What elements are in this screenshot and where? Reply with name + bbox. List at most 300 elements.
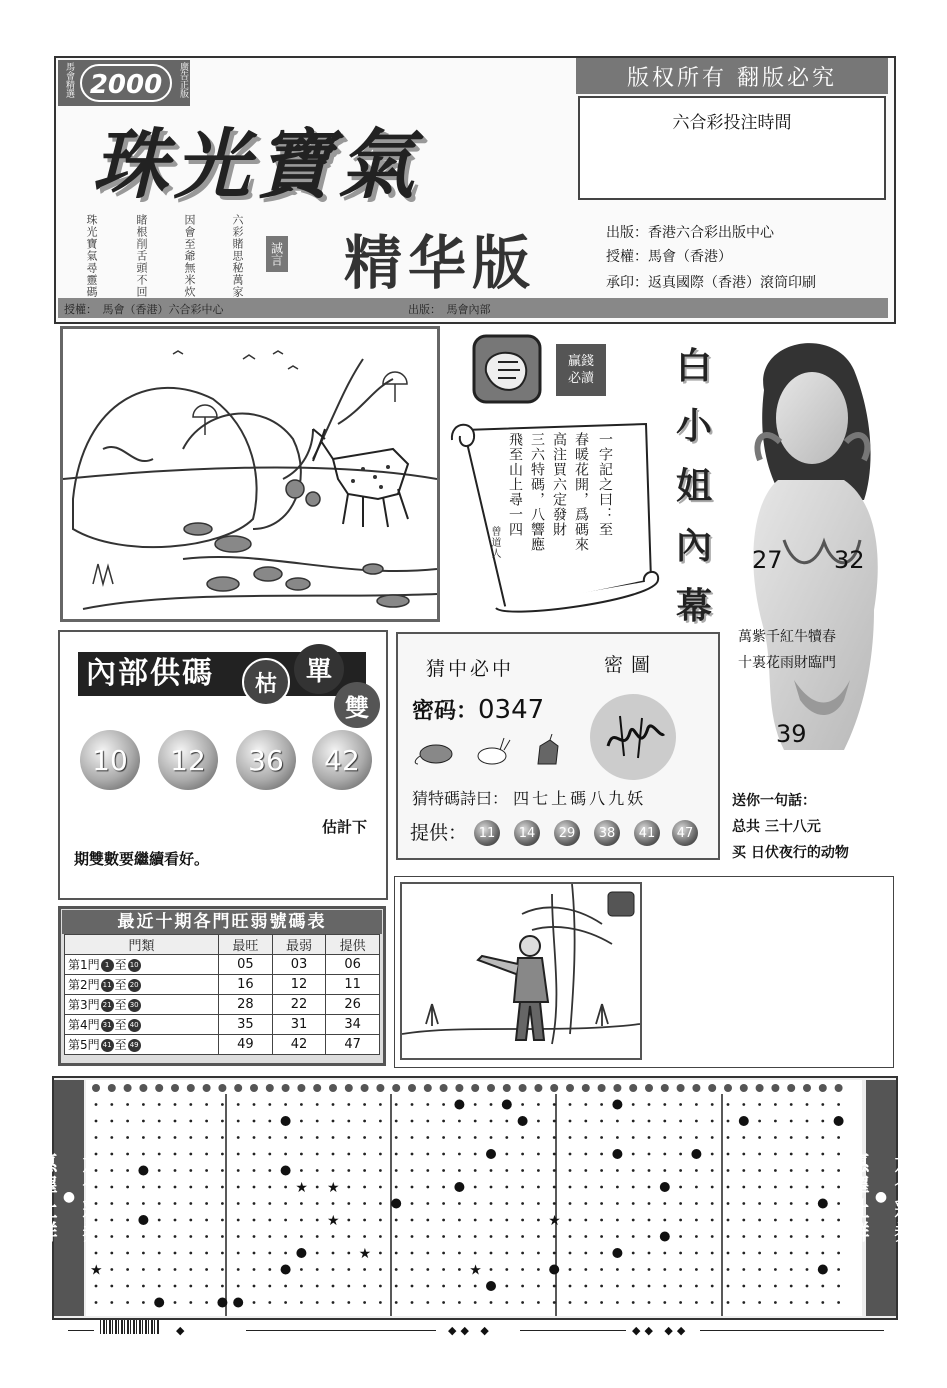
grid-dot	[442, 1120, 445, 1123]
grid-dot	[426, 1268, 429, 1271]
grid-dot	[205, 1169, 208, 1172]
grid-dot	[363, 1285, 366, 1288]
grid-dot	[505, 1252, 508, 1255]
grid-dot	[442, 1252, 445, 1255]
grid-dot	[490, 1268, 493, 1271]
grid-dot	[774, 1136, 777, 1139]
grid-dot	[521, 1202, 524, 1205]
grid-dot	[474, 1301, 477, 1304]
grid-dot	[569, 1219, 572, 1222]
grid-dot	[205, 1202, 208, 1205]
grid-dot	[300, 1103, 303, 1106]
miss-number-a: 27	[752, 546, 783, 574]
grid-dot	[711, 1285, 714, 1288]
grid-dot	[821, 1301, 824, 1304]
grid-dot	[742, 1153, 745, 1156]
grid-dot	[110, 1268, 113, 1271]
grid-star-icon: ★	[548, 1213, 561, 1229]
grid-dot	[442, 1103, 445, 1106]
grid-dot	[110, 1120, 113, 1123]
grid-dot	[600, 1186, 603, 1189]
grid-dot	[837, 1285, 840, 1288]
grid-dot	[505, 1268, 508, 1271]
grid-dot	[426, 1235, 429, 1238]
footer-line-right	[700, 1330, 884, 1331]
grid-header-dot	[139, 1084, 147, 1092]
grid-header-dot	[661, 1084, 669, 1092]
grid-dot	[332, 1285, 335, 1288]
grid-dot	[347, 1103, 350, 1106]
grid-dot	[221, 1169, 224, 1172]
table-row: 第1門 1 至 10 05 03 06	[65, 955, 380, 975]
grid-dot	[584, 1301, 587, 1304]
grid-dot	[505, 1285, 508, 1288]
grid-dot	[711, 1235, 714, 1238]
grid-dot	[332, 1252, 335, 1255]
grid-dot	[616, 1285, 619, 1288]
grid-dot	[663, 1136, 666, 1139]
grid-dot	[458, 1285, 461, 1288]
grid-dot	[142, 1136, 145, 1139]
grid-dot	[411, 1252, 414, 1255]
grid-dot	[347, 1136, 350, 1139]
grid-dot	[426, 1301, 429, 1304]
grid-dot	[584, 1136, 587, 1139]
grid-dot	[537, 1268, 540, 1271]
guess-poem: 猜特碼詩曰： 四七上碼八九妖	[412, 789, 647, 808]
grid-dot	[505, 1202, 508, 1205]
grid-dot	[806, 1169, 809, 1172]
grid-header-dot	[819, 1084, 827, 1092]
grid-dot	[711, 1252, 714, 1255]
grid-dot	[632, 1235, 635, 1238]
say-label: 送你一句話：	[732, 793, 816, 809]
grid-dot	[600, 1202, 603, 1205]
grid-dot	[253, 1103, 256, 1106]
grid-header-dot	[408, 1084, 416, 1092]
grid-star-icon: ★	[327, 1213, 340, 1229]
logo-right-text: 廣告正版	[178, 62, 188, 98]
grid-dot	[458, 1252, 461, 1255]
grid-dot	[316, 1169, 319, 1172]
grid-dot	[505, 1186, 508, 1189]
provide-ball-5: 41	[634, 820, 660, 846]
diamond-group-icon: ◆◆ ◆	[448, 1324, 493, 1337]
scroll-author: 曾道人	[489, 526, 500, 559]
grid-dot	[300, 1120, 303, 1123]
grid-dot	[268, 1219, 271, 1222]
grid-dot	[126, 1153, 129, 1156]
grid-dot	[395, 1235, 398, 1238]
grid-dot	[537, 1235, 540, 1238]
grid-dot	[553, 1103, 556, 1106]
publish-row-1: 出版：香港六合彩出版中心	[606, 225, 774, 241]
grid-header-dot	[771, 1084, 779, 1092]
grid-dot	[537, 1136, 540, 1139]
grid-dot	[189, 1120, 192, 1123]
grid-big-dot	[691, 1149, 701, 1159]
grid-dot	[790, 1169, 793, 1172]
grid-dot	[174, 1169, 177, 1172]
grid-dot	[600, 1219, 603, 1222]
grid-dot	[158, 1153, 161, 1156]
grid-dot	[110, 1301, 113, 1304]
grid-dot	[174, 1202, 177, 1205]
grid-dot	[268, 1268, 271, 1271]
ticket-grid	[86, 1080, 862, 1316]
grid-dot	[142, 1235, 145, 1238]
grid-dot	[569, 1169, 572, 1172]
grid-dot	[268, 1103, 271, 1106]
grid-dot	[253, 1268, 256, 1271]
grid-big-dot	[612, 1149, 622, 1159]
grid-dot	[300, 1219, 303, 1222]
grid-dot	[189, 1301, 192, 1304]
grid-dot	[711, 1219, 714, 1222]
provide-ball-3: 29	[554, 820, 580, 846]
grid-dot	[221, 1219, 224, 1222]
grid-dot	[727, 1219, 730, 1222]
grid-star-icon: ★	[358, 1246, 372, 1262]
grid-dot	[663, 1202, 666, 1205]
grid-dot	[727, 1120, 730, 1123]
grid-dot	[584, 1103, 587, 1106]
grid-dot	[711, 1120, 714, 1123]
grid-dot	[284, 1103, 287, 1106]
grid-dot	[411, 1169, 414, 1172]
code-ball-4: 42	[312, 730, 372, 790]
grid-dot	[742, 1103, 745, 1106]
publish-row-3: 承印：返真國際（香港）滾筒印刷	[606, 275, 816, 291]
grid-dot	[521, 1186, 524, 1189]
grid-dot	[569, 1301, 572, 1304]
grid-dot	[237, 1120, 240, 1123]
grid-dot	[363, 1235, 366, 1238]
grid-dot	[742, 1219, 745, 1222]
grid-dot	[300, 1301, 303, 1304]
grid-dot	[490, 1136, 493, 1139]
grid-dot	[474, 1120, 477, 1123]
grid-dot	[474, 1153, 477, 1156]
grid-dot	[774, 1301, 777, 1304]
grid-dot	[474, 1186, 477, 1189]
grid-big-dot	[518, 1116, 528, 1126]
grid-dot	[821, 1285, 824, 1288]
grid-dot	[742, 1169, 745, 1172]
grid-big-dot	[233, 1298, 243, 1308]
grid-dot	[205, 1219, 208, 1222]
grid-dot	[648, 1285, 651, 1288]
grid-dot	[316, 1186, 319, 1189]
grid-dot	[237, 1153, 240, 1156]
grid-dot	[237, 1103, 240, 1106]
grid-dot	[268, 1169, 271, 1172]
scroll-col-3: 高注買六定發財	[551, 432, 567, 537]
grid-dot	[537, 1202, 540, 1205]
motto-tag: 誠言	[266, 236, 288, 272]
grid-dot	[110, 1202, 113, 1205]
grid-dot	[126, 1136, 129, 1139]
grid-dot	[569, 1153, 572, 1156]
miss-vertical-title: 白 小 姐 內 幕	[675, 345, 712, 627]
grid-dot	[632, 1252, 635, 1255]
grid-big-dot	[296, 1248, 306, 1258]
grid-dot	[679, 1252, 682, 1255]
grid-dot	[110, 1169, 113, 1172]
grid-dot	[458, 1202, 461, 1205]
grid-dot	[695, 1103, 698, 1106]
grid-dot	[363, 1301, 366, 1304]
grid-big-dot	[502, 1100, 512, 1110]
grid-dot	[253, 1153, 256, 1156]
grid-dot	[648, 1136, 651, 1139]
grid-dot	[679, 1103, 682, 1106]
grid-dot	[616, 1120, 619, 1123]
grid-dot	[774, 1103, 777, 1106]
grid-dot	[584, 1219, 587, 1222]
grid-dot	[411, 1219, 414, 1222]
grid-big-dot	[486, 1149, 496, 1159]
grid-dot	[126, 1186, 129, 1189]
grid-header-dot	[108, 1084, 116, 1092]
grid-dot	[695, 1169, 698, 1172]
grid-dot	[347, 1120, 350, 1123]
grid-dot	[347, 1285, 350, 1288]
grid-dot	[537, 1103, 540, 1106]
provide-ball-4: 38	[594, 820, 620, 846]
grid-dot	[158, 1268, 161, 1271]
header-footer-strip	[58, 298, 888, 318]
grid-dot	[711, 1103, 714, 1106]
grid-dot	[237, 1219, 240, 1222]
scroll-col-1: 一字記之曰：至	[597, 432, 613, 537]
grid-dot	[806, 1268, 809, 1271]
grid-dot	[253, 1202, 256, 1205]
zodiac-animals	[412, 734, 572, 770]
grid-dot	[363, 1103, 366, 1106]
grid-big-dot	[281, 1265, 291, 1275]
grid-dot	[237, 1169, 240, 1172]
grid-dot	[679, 1235, 682, 1238]
grid-dot	[600, 1285, 603, 1288]
grid-dot	[711, 1136, 714, 1139]
grid-dot	[584, 1285, 587, 1288]
grid-dot	[711, 1301, 714, 1304]
grid-dot	[616, 1202, 619, 1205]
grid-dot	[632, 1103, 635, 1106]
grid-dot	[727, 1169, 730, 1172]
grid-dot	[727, 1136, 730, 1139]
grid-dot	[347, 1219, 350, 1222]
grid-dot	[806, 1202, 809, 1205]
grid-dot	[632, 1301, 635, 1304]
grid-dot	[569, 1252, 572, 1255]
grid-dot	[189, 1285, 192, 1288]
grid-dot	[837, 1235, 840, 1238]
table-row: 第5門 41 至 49 49 42 47	[65, 1035, 380, 1055]
grid-dot	[316, 1153, 319, 1156]
secret-code: 密码：0347	[412, 695, 545, 725]
grid-dot	[600, 1120, 603, 1123]
grid-dot	[395, 1169, 398, 1172]
grid-dot	[758, 1120, 761, 1123]
grid-dot	[189, 1186, 192, 1189]
grid-dot	[806, 1136, 809, 1139]
grid-dot	[616, 1235, 619, 1238]
grid-dot	[821, 1120, 824, 1123]
grid-dot	[806, 1103, 809, 1106]
grid-dot	[95, 1202, 98, 1205]
grid-dot	[537, 1169, 540, 1172]
grid-dot	[442, 1186, 445, 1189]
grid-dot	[727, 1252, 730, 1255]
grid-dot	[837, 1103, 840, 1106]
grid-dot	[695, 1235, 698, 1238]
grid-dot	[774, 1120, 777, 1123]
grid-dot	[379, 1103, 382, 1106]
grid-dot	[379, 1235, 382, 1238]
grid-dot	[95, 1219, 98, 1222]
grid-dot	[521, 1136, 524, 1139]
grid-dot	[158, 1202, 161, 1205]
grid-dot	[189, 1103, 192, 1106]
strip-left-text: 授權： 馬會（香港）六合彩中心	[64, 303, 224, 316]
grid-dot	[268, 1235, 271, 1238]
door-stats-table	[64, 934, 380, 1055]
grid-dot	[158, 1103, 161, 1106]
grid-header-dot	[313, 1084, 321, 1092]
grid-dot	[774, 1219, 777, 1222]
grid-dot	[821, 1219, 824, 1222]
grid-dot	[316, 1103, 319, 1106]
grid-dot	[205, 1120, 208, 1123]
grid-dot	[442, 1169, 445, 1172]
ticket-left-label: ● 惠澤社群	[54, 1080, 84, 1316]
barcode-icon	[100, 1320, 160, 1334]
grid-dot	[537, 1153, 540, 1156]
grid-dot	[126, 1301, 129, 1304]
grid-dot	[110, 1252, 113, 1255]
grid-dot	[474, 1252, 477, 1255]
grid-dot	[458, 1153, 461, 1156]
grid-dot	[790, 1186, 793, 1189]
grid-dot	[821, 1103, 824, 1106]
grid-dot	[237, 1268, 240, 1271]
grid-dot	[442, 1285, 445, 1288]
grid-dot	[379, 1186, 382, 1189]
grid-dot	[806, 1301, 809, 1304]
grid-dot	[616, 1219, 619, 1222]
table-row: 第3門 21 至 30 28 22 26	[65, 995, 380, 1015]
grid-dot	[537, 1219, 540, 1222]
grid-dot	[426, 1285, 429, 1288]
grid-header-dot	[455, 1084, 463, 1092]
grid-dot	[505, 1120, 508, 1123]
grid-dot	[806, 1285, 809, 1288]
say-line-2: 总共 三十八元	[732, 819, 821, 835]
grid-dot	[458, 1169, 461, 1172]
grid-dot	[474, 1235, 477, 1238]
grid-dot	[253, 1235, 256, 1238]
grid-dot	[521, 1235, 524, 1238]
grid-dot	[379, 1202, 382, 1205]
grid-dot	[490, 1235, 493, 1238]
estimate-label: 估計下	[322, 818, 368, 836]
grid-dot	[584, 1202, 587, 1205]
grid-dot	[110, 1136, 113, 1139]
grid-dot	[142, 1153, 145, 1156]
grid-dot	[679, 1186, 682, 1189]
guess-title-right: 密圖	[604, 654, 659, 676]
grid-dot	[316, 1252, 319, 1255]
grid-dot	[790, 1235, 793, 1238]
grid-dot	[442, 1136, 445, 1139]
grid-dot	[742, 1301, 745, 1304]
grid-dot	[663, 1301, 666, 1304]
grid-big-dot	[549, 1265, 559, 1275]
grid-dot	[632, 1202, 635, 1205]
grid-dot	[363, 1268, 366, 1271]
guess-title-left: 猜中必中	[426, 658, 515, 680]
grid-dot	[395, 1136, 398, 1139]
grid-dot	[837, 1169, 840, 1172]
grid-dot	[458, 1235, 461, 1238]
grid-dot	[110, 1103, 113, 1106]
grid-dot	[205, 1235, 208, 1238]
grid-dot	[426, 1153, 429, 1156]
grid-dot	[426, 1219, 429, 1222]
grid-dot	[332, 1235, 335, 1238]
grid-dot	[95, 1103, 98, 1106]
grid-header-dot	[519, 1084, 527, 1092]
grid-dot	[205, 1285, 208, 1288]
grid-dot	[648, 1186, 651, 1189]
grid-dot	[158, 1235, 161, 1238]
grid-header-dot	[376, 1084, 384, 1092]
grid-dot	[300, 1268, 303, 1271]
grid-dot	[758, 1235, 761, 1238]
grid-dot	[442, 1268, 445, 1271]
grid-big-dot	[660, 1182, 670, 1192]
grid-header-dot	[329, 1084, 337, 1092]
grid-dot	[300, 1136, 303, 1139]
grid-header-dot	[566, 1084, 574, 1092]
grid-dot	[300, 1153, 303, 1156]
grid-big-dot	[454, 1182, 464, 1192]
grid-dot	[253, 1301, 256, 1304]
grid-dot	[490, 1186, 493, 1189]
grid-dot	[253, 1120, 256, 1123]
grid-header-dot	[534, 1084, 542, 1092]
grid-dot	[158, 1169, 161, 1172]
grid-dot	[711, 1169, 714, 1172]
grid-dot	[142, 1103, 145, 1106]
grid-dot	[426, 1252, 429, 1255]
grid-header-dot	[440, 1084, 448, 1092]
code-ball-1: 10	[80, 730, 140, 790]
provide-ball-6: 47	[672, 820, 698, 846]
grid-dot	[727, 1153, 730, 1156]
grid-dot	[237, 1235, 240, 1238]
grid-dot	[758, 1252, 761, 1255]
grid-dot	[268, 1252, 271, 1255]
grid-header-dot	[218, 1084, 226, 1092]
grid-dot	[300, 1285, 303, 1288]
grid-dot	[189, 1268, 192, 1271]
grid-header-dot	[803, 1084, 811, 1092]
grid-dot	[727, 1285, 730, 1288]
grid-dot	[821, 1153, 824, 1156]
